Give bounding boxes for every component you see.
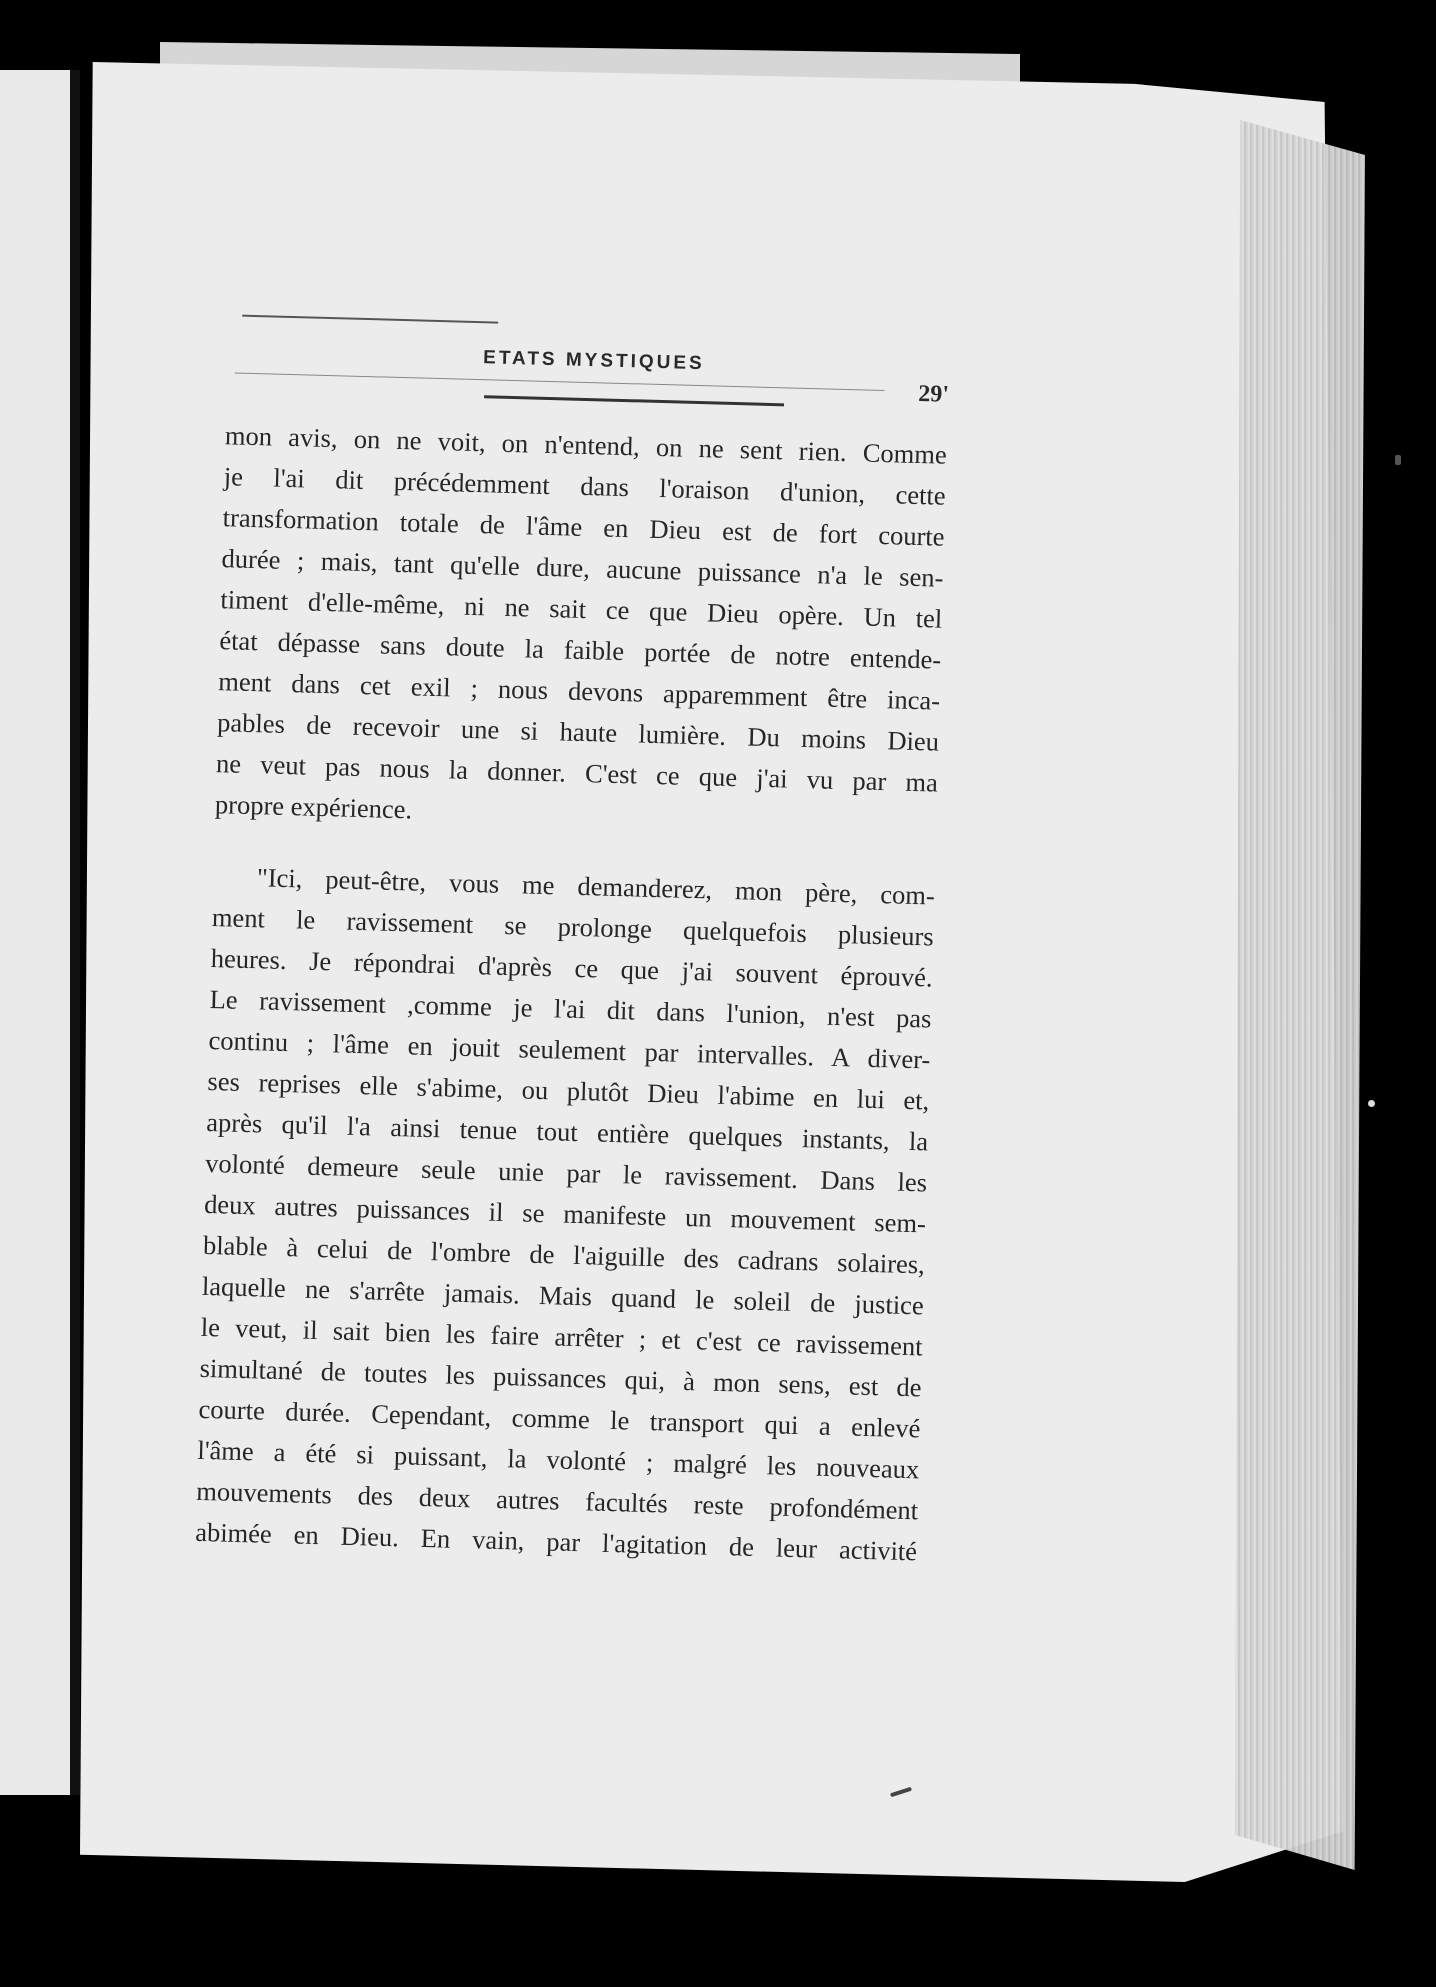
text-line: blable à celui de l'ombre de l'aiguille des cadrans solaires, — [202, 1229, 926, 1280]
text-line: ne veut pas nous la donner. C'est ce que j'ai vu par ma — [215, 748, 939, 798]
text-line: simultané de toutes les puissances qui, à mon sens, est de — [199, 1352, 922, 1403]
text-line: pables de recevoir une si haute lumière. Du moins Dieu — [216, 707, 940, 757]
text-line: heures. Je répondrai d'après ce que j'ai souvent éprouvé. — [210, 943, 933, 993]
body-text — [195, 415, 948, 1572]
text-line: ses reprises elle s'abime, ou plutôt Dieu l'abime en lui et, — [207, 1065, 930, 1116]
text-line: transformation totale de l'âme en Dieu est de fort courte — [222, 502, 945, 552]
text-line: je l'ai dit précédemment dans l'oraison d'union, cette — [223, 461, 947, 511]
text-line: laquelle ne s'arrête jamais. Mais quand le soleil de justice — [201, 1270, 925, 1321]
text-line: mouvements des deux autres facultés reste profondément — [196, 1475, 919, 1526]
header-rule — [235, 372, 885, 391]
header-rule — [242, 315, 498, 324]
text-line: courte durée. Cependant, comme le transport qui a enlevé — [198, 1393, 921, 1444]
header-rule — [484, 395, 784, 406]
text-line: continu ; l'âme en jouit seulement par intervalles. A diver- — [208, 1025, 931, 1075]
text-line: propre expérience. — [214, 789, 413, 825]
text-line: "Ici, peut-être, vous me demanderez, mon père, com- — [256, 862, 936, 911]
text-line: timent d'elle-même, ni ne sait ce que Dieu opère. Un tel — [220, 584, 943, 634]
text-line: volonté demeure seule unie par le ravissement. Dans les — [204, 1147, 928, 1198]
text-line: ment dans cet exil ; nous devons apparemment être inca- — [217, 666, 941, 716]
text-line: après qu'il l'a ainsi tenue tout entière quelques instants, la — [205, 1106, 929, 1157]
paragraph — [214, 415, 947, 844]
text-line: le veut, il sait bien les faire arrêter ; et c'est ce ravissement — [200, 1311, 923, 1362]
speck — [1368, 1100, 1375, 1107]
text-line: mon avis, on ne voit, on n'entend, on ne sent rien. Comme — [224, 420, 948, 470]
text-line: état dépasse sans doute la faible portée de notre entende- — [219, 625, 942, 675]
running-title: ETATS MYSTIQUES — [482, 347, 706, 375]
text-line: abimée en Dieu. En vain, par l'agitation de leur activité — [194, 1516, 918, 1567]
text-line: ment le ravissement se prolonge quelquefois plusieurs — [211, 902, 935, 952]
text-line: durée ; mais, tant qu'elle dure, aucune puissance n'a le sen- — [221, 543, 944, 593]
text-line: l'âme a été si puissant, la volonté ; malgré les nouveaux — [197, 1434, 920, 1485]
paragraph — [195, 856, 936, 1572]
text-line: Le ravissement ,comme je l'ai dit dans l'union, n'est pas — [209, 984, 932, 1034]
text-line: deux autres puissances il se manifeste un mouvement sem- — [203, 1188, 927, 1239]
page-number: 29' — [918, 380, 950, 408]
speck — [1395, 455, 1401, 465]
